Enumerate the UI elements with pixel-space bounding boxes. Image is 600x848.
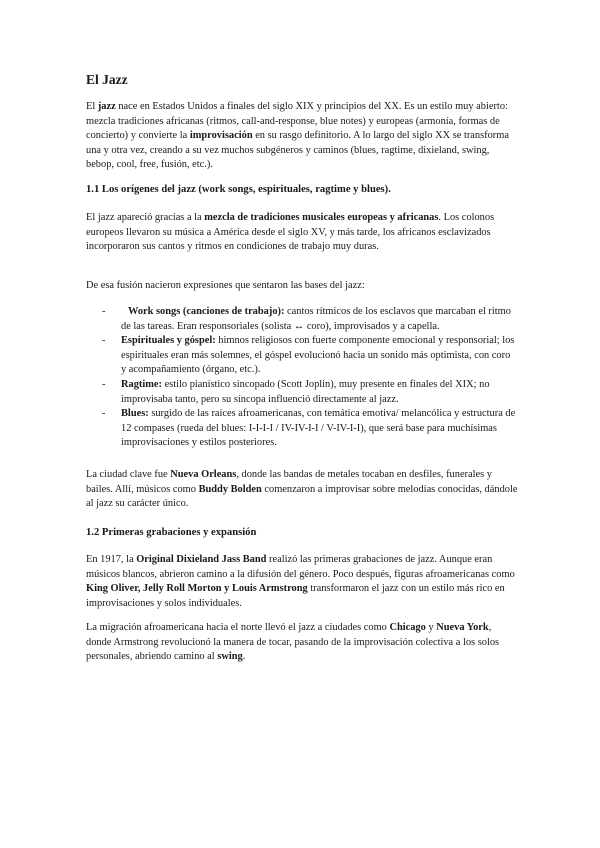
bold-text: improvisación (189, 130, 253, 142)
section-2-paragraph-2: La migración afroamericana hacia el norte llevó el jazz a ciudades como Chicago y Nueva York, donde Armstrong revolucionó la manera de tocar, pasando de la improvisación colectiva a los solos personales, abriendo camino al swing. (86, 622, 500, 663)
list-item-text: Espirituales y góspel: himnos religiosos con fuerte componente emocional y responsorial; los espirituales eran más solemnes, el góspel evolucionó hacia un sonido más optimista, con coro y acompañamiento (órgano, etc.). (121, 335, 515, 376)
list-item-text: Work songs (canciones de trabajo): cantos rítmicos de los esclavos que marcaban el ritmo de las tareas. Eran responsoriales (solista ↔ coro), improvisados y a capella. (121, 306, 511, 332)
bold-text: King Oliver, Jelly Roll Morton y Louis Armstrong (86, 583, 308, 595)
bold-text: Blues: (121, 408, 149, 420)
bold-text: swing (217, 651, 243, 663)
bold-text: Original Dixieland Jass Band (136, 554, 267, 565)
bold-text: Espirituales y góspel: (121, 335, 216, 347)
section-1-heading: 1.1 Los orígenes del jazz (work songs, espirituales, ragtime y blues). (86, 184, 391, 195)
list-dash: - (102, 335, 106, 347)
document-title: El Jazz (86, 72, 128, 87)
list-dash: - (102, 306, 106, 317)
section-2-paragraph-1: En 1917, la Original Dixieland Jass Band realizó las primeras grabaciones de jazz. Aunque eran músicos blancos, abrieron camino a la difusión del género. Poco después, figuras afroamericanas como King Oliver, Jelly Roll Morton y Louis Armstrong transformaron el jazz con un estilo más rico en improvisaciones y solos individuales. (86, 554, 515, 609)
section-1-paragraph-3: La ciudad clave fue Nueva Orleans, donde las bandas de metales tocaban en desfiles, funerales y bailes. Allí, músicos como Buddy Bolden comenzaron a improvisar sobre melodías conocidas, dándole al jazz su carácter único. (86, 469, 518, 510)
bold-text: Nueva Orleans (170, 469, 237, 480)
list-item-espirituales (86, 334, 518, 378)
bold-text: Work songs (canciones de trabajo): (128, 306, 285, 317)
list-item-text: Blues: surgido de las raíces afroamericanas, con temática emotiva/ melancólica y estructura de 12 compases (rueda del blues: I-I-I-I / IV-IV-I-I / V-IV-I-I), que será base para muchísimas improvisaciones y estilos posteriores. (121, 408, 516, 449)
bold-text: Ragtime: (121, 378, 162, 390)
section-1-paragraph-2: De esa fusión nacieron expresiones que sentaron las bases del jazz: (86, 280, 365, 291)
list-item-blues (86, 407, 518, 451)
list-item-work-songs (86, 305, 518, 334)
bold-text: Chicago (389, 622, 426, 633)
origins-list (86, 305, 518, 451)
section-1-paragraph-1: El jazz apareció gracias a la mezcla de tradiciones musicales europeas y africanas. Los colonos europeos llevaron su música a América desde el siglo XV, y más tarde, los africanos esclavizados incorporaron sus cantos y ritmos en condiciones de trabajo muy duras. (86, 212, 495, 253)
bold-text: Nueva York (436, 622, 489, 633)
section-2-heading: 1.2 Primeras grabaciones y expansión (86, 527, 257, 538)
bold-text: Buddy Bolden (198, 483, 262, 495)
bold-text: mezcla de tradiciones musicales europeas y africanas (204, 212, 439, 223)
list-dash: - (102, 408, 106, 420)
intro-paragraph: El jazz nace en Estados Unidos a finales del siglo XIX y principios del XX. Es un estilo muy abierto: mezcla tradiciones africanas (ritmos, call-and-response, blue notes) y europeas (armonía, formas de concierto) y convierte la improvisación en su rasgo definitorio. A lo largo del siglo XX se transforma una y otra vez, creando a su vez muchos subgéneros y caminos (blues, ragtime, dixieland, swing, bebop, cool, free, fusión, etc.). (86, 101, 509, 171)
bold-text: jazz (97, 101, 116, 112)
list-item-ragtime (86, 378, 518, 407)
list-dash: - (102, 378, 106, 390)
list-item-text: Ragtime: estilo pianístico sincopado (Scott Joplin), muy presente en finales del XIX; no improvisaba tanto, pero su síncopa influenció directamente al jazz. (121, 378, 490, 405)
